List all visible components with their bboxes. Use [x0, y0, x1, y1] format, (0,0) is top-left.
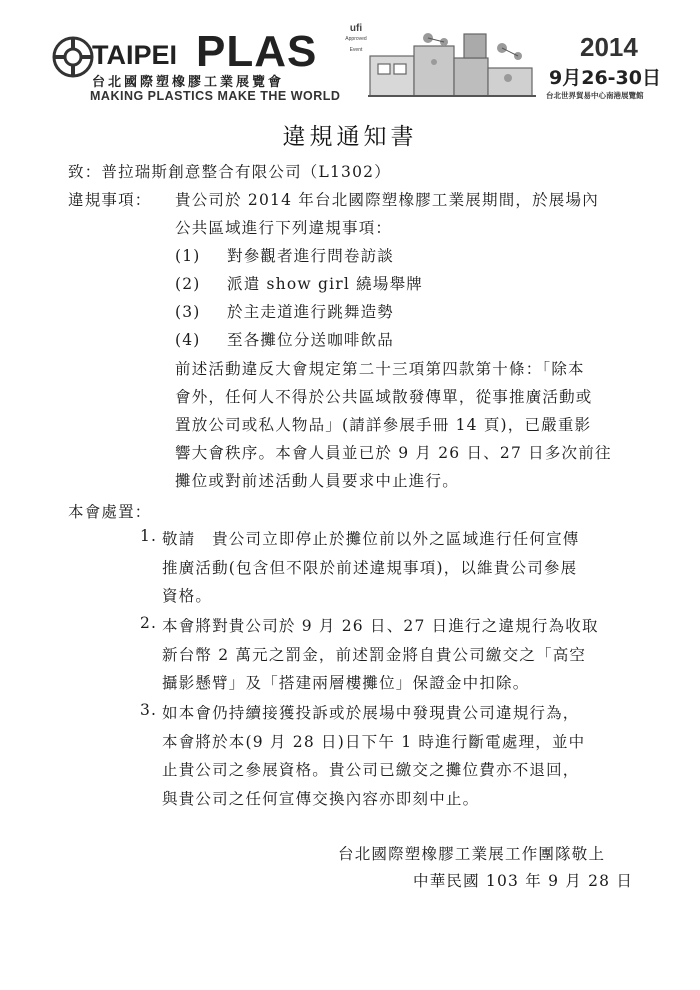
violation-item-number: (1): [175, 247, 201, 265]
brand-plas: PLAS: [196, 27, 318, 76]
violation-item: [175, 328, 394, 350]
violation-item-text: 於主走道進行跳舞造勢: [227, 303, 395, 321]
taipei-plas-logo-icon: [52, 36, 94, 78]
rule-paragraph-line: 攤位或對前述活動人員要求中止進行。: [175, 472, 459, 490]
violation-item-number: (3): [175, 303, 201, 321]
rule-paragraph-line: 響大會秩序。本會人員並已於 9 月 26 日、27 日多次前往: [175, 444, 612, 462]
rule-paragraph-line: 置放公司或私人物品」(請詳參展手冊 14 頁)，已嚴重影: [175, 416, 592, 434]
expo-dates: 9月26-30日: [549, 67, 661, 89]
action-line: 與貴公司之任何宣傳交換內容亦即刻中止。: [162, 790, 480, 808]
violation-label: 違規事項：: [68, 191, 152, 209]
violation-item: [175, 300, 394, 322]
ufi-sub: Approved Event: [345, 36, 367, 53]
brand-chinese-name: 台北國際塑橡膠工業展覽會: [92, 75, 285, 90]
machinery-illustration-icon: [368, 28, 536, 108]
action-line: 如本會仍持續接獲投訴或於展場中發現貴公司違規行為，: [162, 704, 580, 722]
violation-item-text: 至各攤位分送咖啡飲品: [227, 331, 395, 349]
expo-year: 2014: [580, 32, 638, 62]
action-number: 2.: [140, 614, 158, 632]
action-label: 本會處置：: [68, 503, 152, 521]
ufi-mark: [345, 23, 367, 53]
action-line: 推廣活動(包含但不限於前述違規事項)，以維貴公司參展: [162, 559, 578, 577]
action-line: 資格。: [162, 587, 213, 605]
violation-item-text: 對參觀者進行問卷訪談: [227, 247, 395, 265]
action-line: 本會將於本(9 月 28 日)日下午 1 時進行斷電處理，並中: [162, 733, 586, 751]
violation-item-number: (4): [175, 331, 201, 349]
violation-item: [175, 244, 394, 266]
document-date: 中華民國 103 年 9 月 28 日: [413, 872, 634, 890]
recipient-line: 致：普拉瑞斯創意整合有限公司（L1302）: [68, 163, 391, 181]
violation-item: [175, 272, 423, 294]
expo-venue: 台北世界貿易中心南港展覽館: [546, 91, 644, 100]
action-line: 攝影懸臂」及「搭建兩層樓攤位」保證金中扣除。: [162, 674, 530, 692]
brand-taipei: TAIPEI: [92, 40, 178, 70]
violation-intro-line: 公共區域進行下列違規事項：: [175, 219, 393, 237]
violation-item-text: 派遣 show girl 繞場舉牌: [227, 275, 423, 293]
signature: 台北國際塑橡膠工業展工作團隊敬上: [338, 845, 606, 863]
action-line: 敬請 貴公司立即停止於攤位前以外之區域進行任何宣傳: [162, 530, 580, 548]
action-line: 本會將對貴公司於 9 月 26 日、27 日進行之違規行為收取: [162, 617, 599, 635]
ufi-label: ufi: [349, 23, 363, 34]
action-line: 止貴公司之參展資格。貴公司已繳交之攤位費亦不退回，: [162, 761, 580, 779]
action-line: 新台幣 2 萬元之罰金，前述罰金將自貴公司繳交之「高空: [162, 646, 587, 664]
action-number: 1.: [140, 527, 158, 545]
brand-slogan: MAKING PLASTICS MAKE THE WORLD: [90, 89, 341, 103]
document-title: 違規通知書: [282, 124, 418, 150]
action-number: 3.: [140, 701, 158, 719]
rule-paragraph-line: 會外，任何人不得於公共區域散發傳單，從事推廣活動或: [175, 388, 593, 406]
violation-item-number: (2): [175, 275, 201, 293]
rule-paragraph-line: 前述活動違反大會規定第二十三項第四款第十條：「除本: [175, 360, 585, 378]
violation-intro-line: 貴公司於 2014 年台北國際塑橡膠工業展期間，於展場內: [175, 191, 599, 209]
